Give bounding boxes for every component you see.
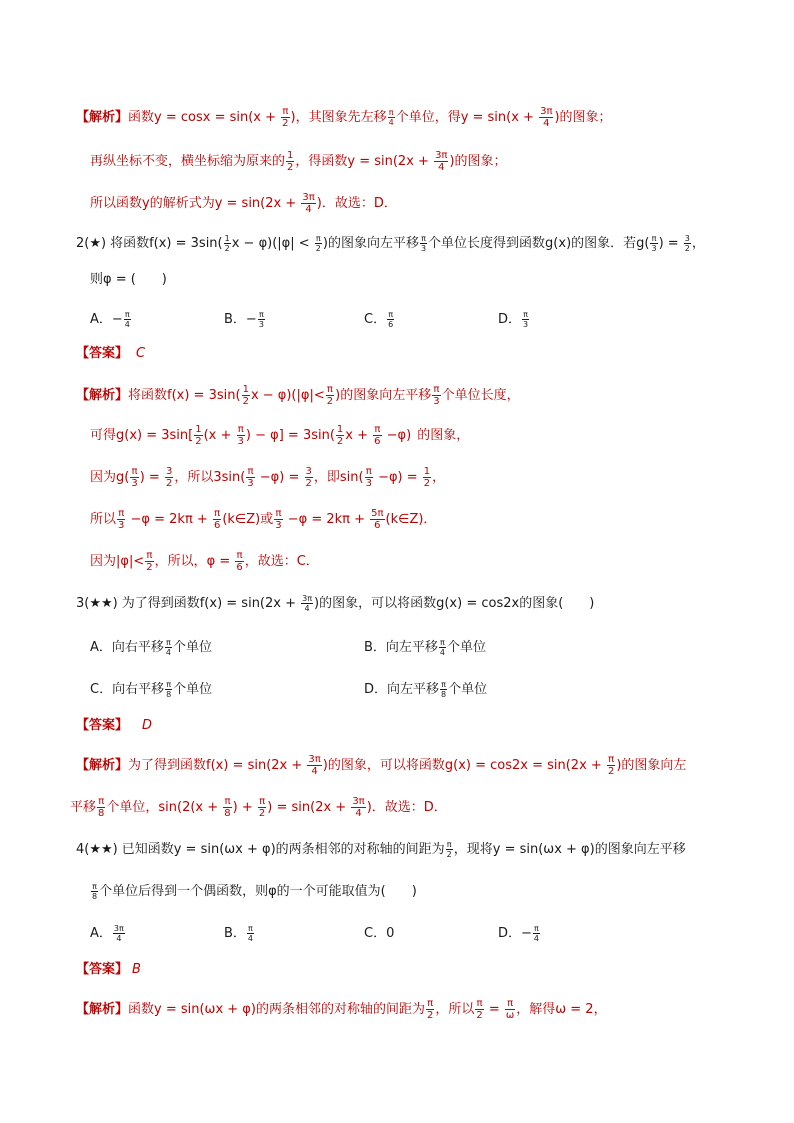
- q4-stem: 4(★★) 已知函数y = sin(ωx + φ)的两条相邻的对称轴的间距为 $\frac{\pi}{2}$ ，现将y = sin(ωx + φ)的图象向左平移: [76, 840, 686, 859]
- q3-option-b[interactable]: B．向左平移 $\frac{\pi}{4}$ 个单位: [364, 638, 487, 657]
- question-number: 3(★★): [76, 596, 118, 611]
- answer-value: D: [142, 718, 153, 733]
- q4-option-d[interactable]: D．− $\frac{\pi}{4}$: [498, 924, 539, 943]
- q3-analysis-line2: 平移 $\frac{\pi}{8}$ 个单位，sin(2(x + $\frac{\pi}{8}$ ) + $\frac{\pi}{2}$ ) = sin(2x + $\frac{3\pi}{4}$ )．故选：D．: [70, 796, 447, 819]
- question-number: 2(★): [76, 236, 107, 251]
- question-number: 4(★★): [76, 842, 118, 857]
- q4-option-a[interactable]: A． $\frac{3\pi}{4}$: [90, 924, 124, 943]
- q2-analysis-line5: 因为|φ|< $\frac{\pi}{2}$ ，所以，φ = $\frac{\pi}{6}$ ，故选：C．: [90, 550, 319, 573]
- q3-analysis-line1: 【解析】为了得到函数f(x) = sin(2x + $\frac{3\pi}{4}$ )的图象，可以将函数g(x) = cos2x = sin(2x + $\frac{\pi}{2}$ )的图象向左: [76, 754, 687, 777]
- q4-answer: 【答案】 B: [76, 962, 141, 977]
- q2-option-d[interactable]: D． $\frac{\pi}{3}$: [498, 310, 529, 329]
- q2-answer: 【答案】 C: [76, 346, 146, 361]
- q2-stem: 2(★) 将函数f(x) = 3sin( $\frac{1}{2}$ x − φ)(|φ| < $\frac{\pi}{2}$ )的图象向左平移 $\frac{\pi}{3}$ 个单位长度得到函数g(x)的图象．若g( $\frac{\pi}{3}$ ) = $\frac{3}{2}$ ，: [76, 234, 705, 253]
- q3-option-a[interactable]: A．向右平移 $\frac{\pi}{4}$ 个单位: [90, 638, 213, 657]
- q2-option-a[interactable]: A．− $\frac{\pi}{4}$: [90, 310, 130, 329]
- q1-analysis-line3: 所以函数y的解析式为y = sin(2x + $\frac{3\pi}{4}$ )．故选：D．: [90, 192, 397, 215]
- q2-option-b[interactable]: B．− $\frac{\pi}{3}$: [224, 310, 264, 329]
- q4-option-b[interactable]: B． $\frac{\pi}{4}$: [224, 924, 254, 943]
- q3-option-d[interactable]: D．向左平移 $\frac{\pi}{8}$ 个单位: [364, 680, 488, 699]
- q4-analysis-line1: 【解析】函数y = sin(ωx + φ)的两条相邻的对称轴的间距为 $\frac{\pi}{2}$ ，所以 $\frac{\pi}{2}$ = $\frac{\pi}{\omega}$ ，解得ω = 2，: [76, 998, 607, 1021]
- q3-stem: 3(★★) 为了得到函数f(x) = sin(2x + $\frac{3\pi}{4}$ )的图象，可以将函数g(x) = cos2x的图象( ): [76, 594, 595, 613]
- q2-option-c[interactable]: C． $\frac{\pi}{6}$: [364, 310, 394, 329]
- q4-option-c[interactable]: C．0: [364, 926, 395, 941]
- answer-value: C: [136, 346, 146, 361]
- q2-analysis-line2: 可得g(x) = 3sin[ $\frac{1}{2}$ (x + $\frac{\pi}{3}$ ) − φ] = 3sin( $\frac{1}{2}$ x + $\frac{\pi}{6}$ −φ) 的图象，: [90, 424, 470, 447]
- q3-option-c[interactable]: C．向右平移 $\frac{\pi}{8}$ 个单位: [90, 680, 213, 699]
- answer-value: B: [132, 962, 141, 977]
- q4-stem-line2: $\frac{\pi}{8}$ 个单位后得到一个偶函数，则φ的一个可能取值为( ): [92, 882, 417, 901]
- q3-answer: 【答案】 D: [76, 718, 153, 733]
- q2-analysis-line4: 所以 $\frac{\pi}{3}$ −φ = 2kπ + $\frac{\pi}{6}$ (k∈Z)或 $\frac{\pi}{3}$ −φ = 2kπ + $\frac{5\pi}{6}$ (k∈Z)．: [90, 508, 437, 531]
- q1-analysis-line2: 再纵坐标不变，横坐标缩为原来的 $\frac{1}{2}$ ，得函数y = sin(2x + $\frac{3\pi}{4}$ )的图象；: [90, 150, 507, 173]
- q2-analysis-line1: 【解析】将函数f(x) = 3sin( $\frac{1}{2}$ x − φ)(|φ|< $\frac{\pi}{2}$ )的图象向左平移 $\frac{\pi}{3}$ 个单位长度，: [76, 384, 520, 407]
- q1-analysis-line1: 【解析】函数y = cosx = sin(x + $\frac{\pi}{2}$ )，其图象先左移 $\frac{\pi}{4}$ 个单位，得y = sin(x + $\frac{3\pi}{4}$ )的图象；: [76, 106, 612, 129]
- q2-stem-line2: 则φ = ( ): [90, 272, 167, 287]
- analysis-label: 【解析】: [76, 110, 129, 125]
- q2-analysis-line3: 因为g( $\frac{\pi}{3}$ ) = $\frac{3}{2}$ ，所以3sin( $\frac{\pi}{3}$ −φ) = $\frac{3}{2}$ ，即sin( $\frac{\pi}{3}$ −φ) = $\frac{1}{2}$ ，: [90, 466, 446, 489]
